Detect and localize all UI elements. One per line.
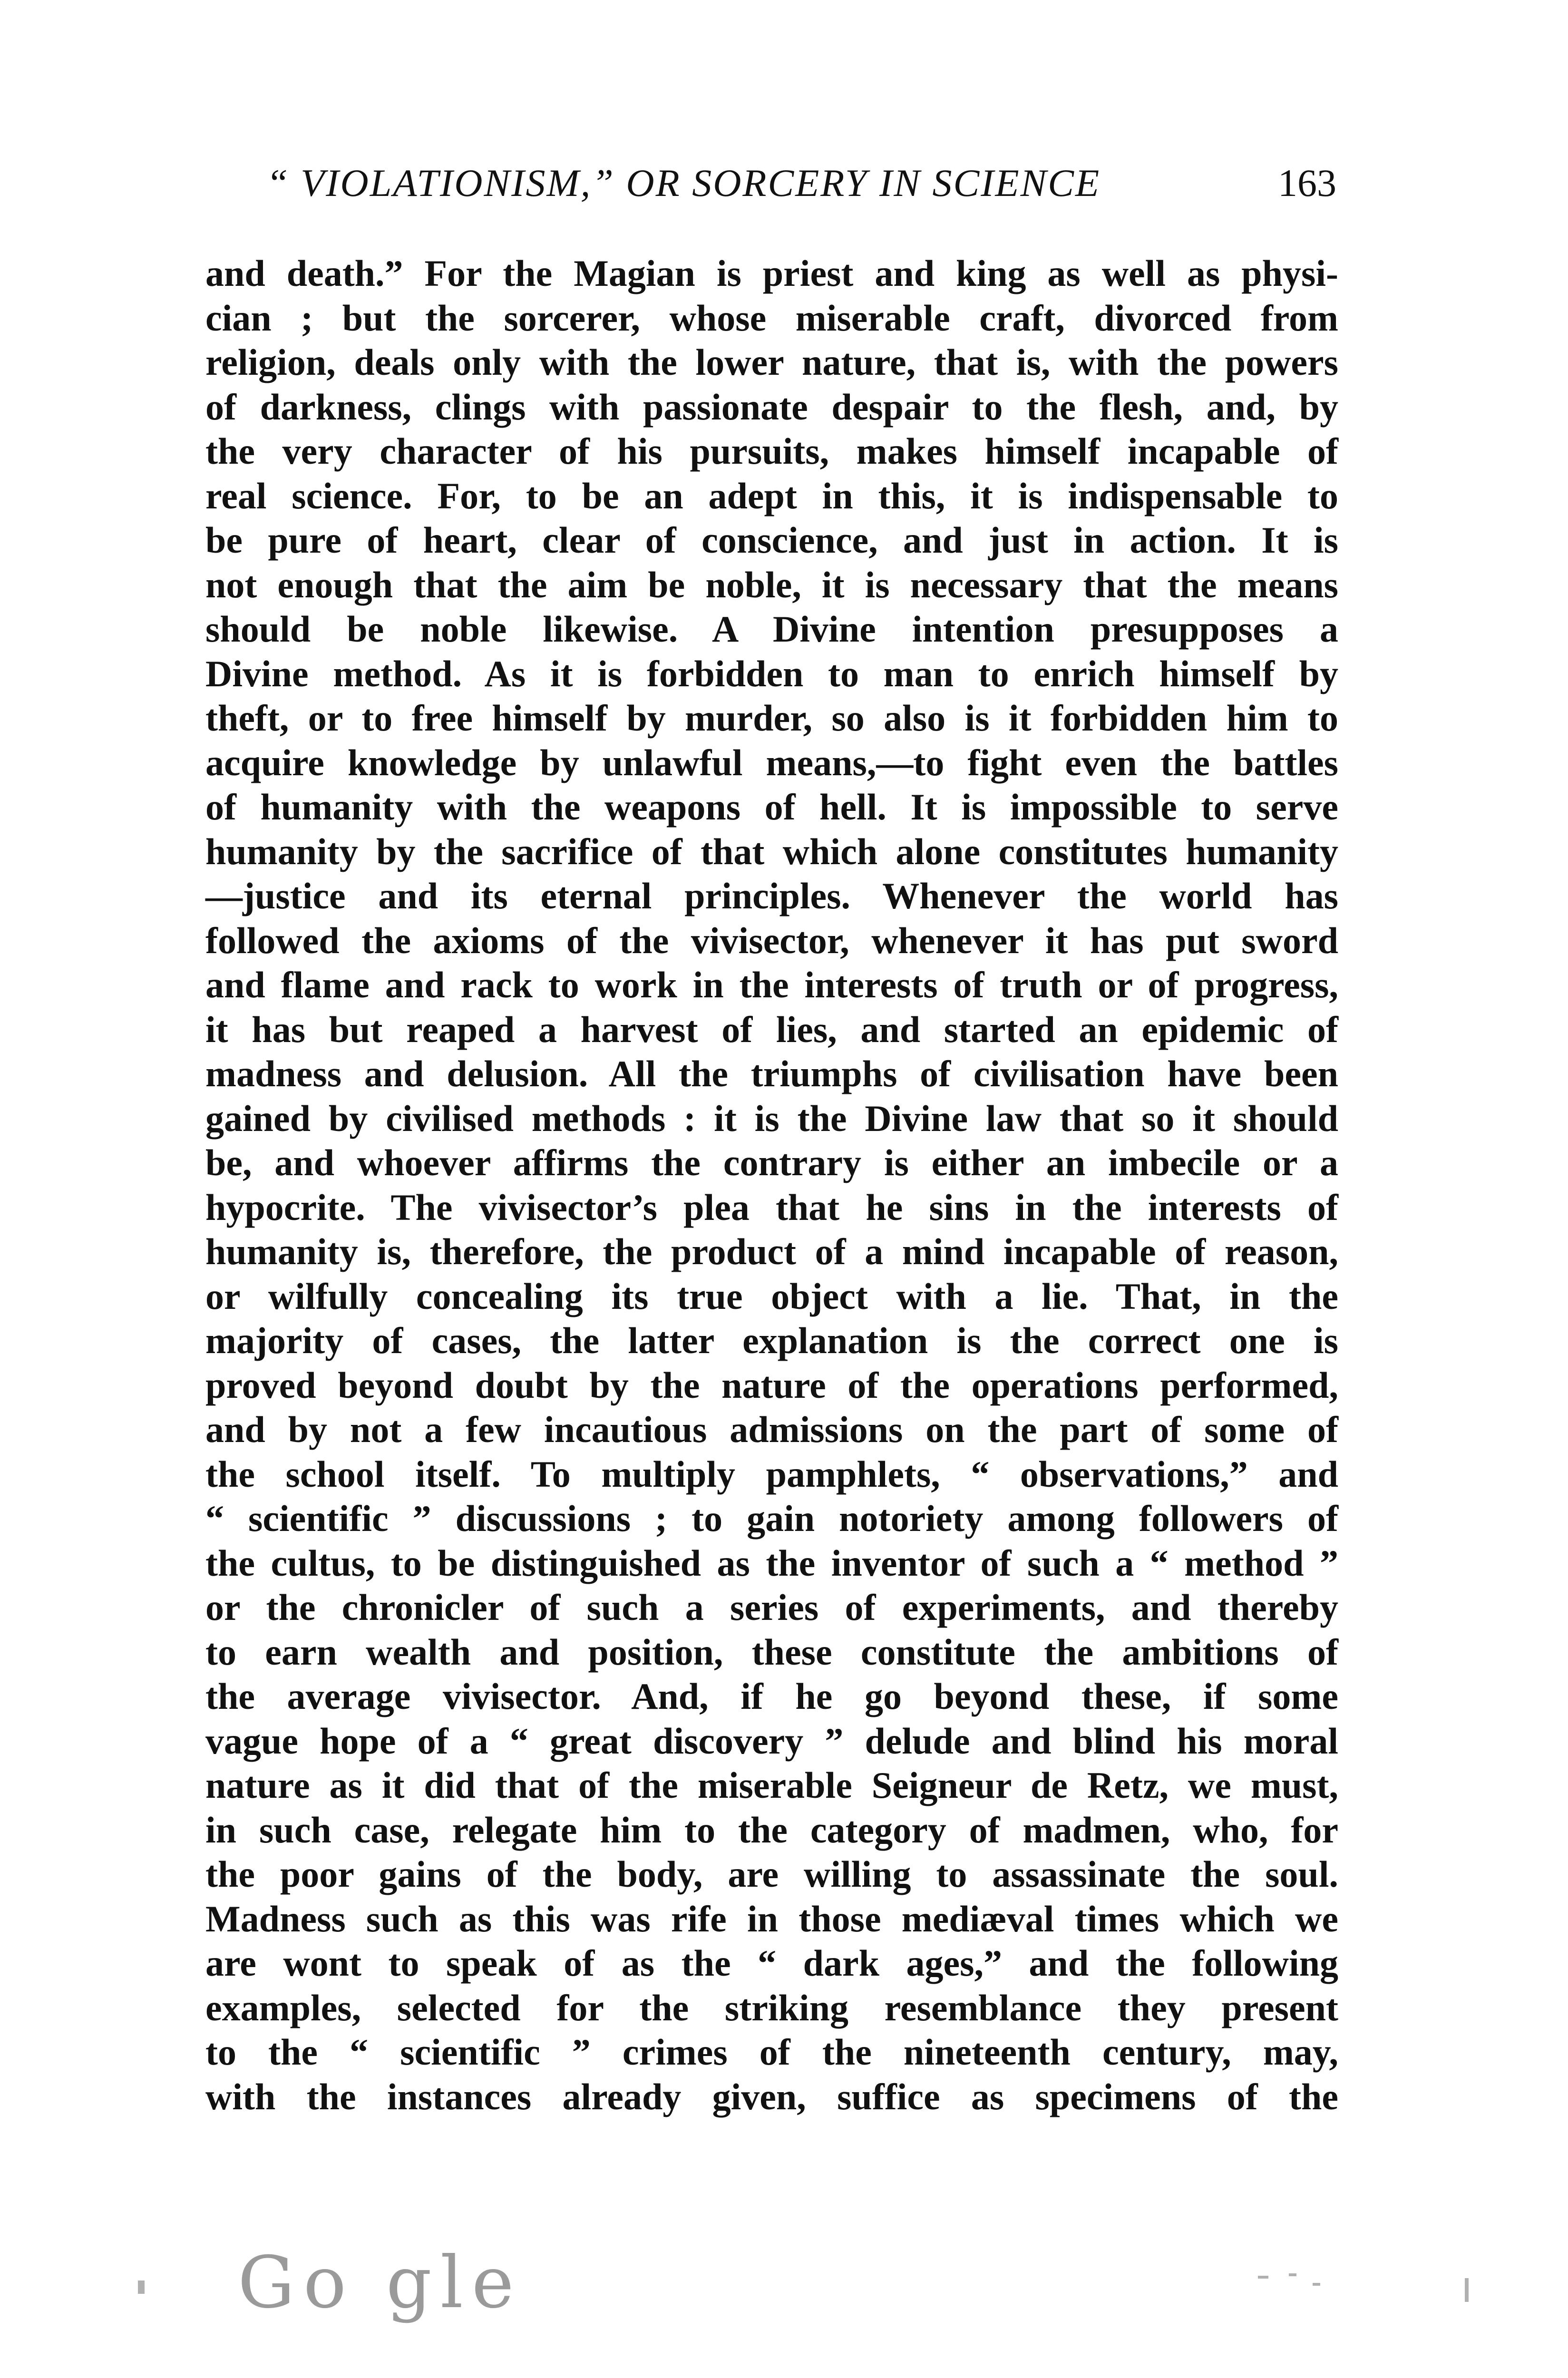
text-line: of darkness, clings with passionate despair to the flesh, and, by bbox=[205, 386, 1338, 428]
text-line: the very character of his pursuits, makes himself incapable of bbox=[205, 430, 1338, 472]
text-line: humanity is, therefore, the product of a mind incapable of reason, bbox=[205, 1231, 1338, 1272]
text-line: real science. For, to be an adept in this, it is indispensable to bbox=[205, 475, 1338, 517]
scan-artifact-mark bbox=[1258, 2276, 1268, 2279]
text-line: not enough that the aim be noble, it is necessary that the means bbox=[205, 564, 1338, 605]
text-line: with the instances already given, suffice as specimens of the bbox=[205, 2076, 1338, 2117]
text-line: followed the axioms of the vivisector, whenever it has put sword bbox=[205, 919, 1338, 961]
text-line: to the “ scientific ” crimes of the nineteenth century, may, bbox=[205, 2031, 1338, 2073]
text-line: the school itself. To multiply pamphlets, “ observations,” and bbox=[205, 1453, 1338, 1495]
text-line: the poor gains of the body, are willing to assassinate the soul. bbox=[205, 1853, 1338, 1895]
running-header bbox=[266, 157, 1336, 209]
body-text bbox=[205, 251, 1338, 2119]
scan-footer bbox=[0, 2235, 1568, 2330]
text-line: in such case, relegate him to the category of madmen, who, for bbox=[205, 1809, 1338, 1851]
text-line: Madness such as this was rife in those mediæval times which we bbox=[205, 1898, 1338, 1939]
text-line: proved beyond doubt by the nature of the operations performed, bbox=[205, 1364, 1338, 1406]
scan-artifact-mark bbox=[138, 2281, 145, 2294]
text-line: be, and whoever affirms the contrary is either an imbecile or a bbox=[205, 1142, 1338, 1183]
text-line: theft, or to free himself by murder, so also is it forbidden him to bbox=[205, 697, 1338, 739]
scan-artifact-mark bbox=[1465, 2278, 1469, 2302]
text-line: Divine method. As it is forbidden to man to enrich himself by bbox=[205, 653, 1338, 694]
text-line: —justice and its eternal principles. Whenever the world has bbox=[205, 875, 1338, 916]
text-line: or the chronicler of such a series of experiments, and thereby bbox=[205, 1587, 1338, 1628]
text-line: hypocrite. The vivisector’s plea that he sins in the interests of bbox=[205, 1186, 1338, 1228]
text-line: be pure of heart, clear of conscience, and just in action. It is bbox=[205, 519, 1338, 561]
text-line: to earn wealth and position, these constitute the ambitions of bbox=[205, 1631, 1338, 1673]
google-watermark: Go gle bbox=[238, 2242, 523, 2324]
text-line: examples, selected for the striking resemblance they present bbox=[205, 1987, 1338, 2028]
text-line: the cultus, to be distinguished as the inventor of such a “ method ” bbox=[205, 1542, 1338, 1584]
text-line: or wilfully concealing its true object with a lie. That, in the bbox=[205, 1275, 1338, 1317]
text-line: and by not a few incautious admissions on the part of some of bbox=[205, 1409, 1338, 1450]
scan-artifact-mark bbox=[1289, 2273, 1296, 2276]
text-line: it has but reaped a harvest of lies, and started an epidemic of bbox=[205, 1008, 1338, 1050]
text-line: and flame and rack to work in the interests of truth or of progress, bbox=[205, 964, 1338, 1005]
text-line: “ scientific ” discussions ; to gain notoriety among followers of bbox=[205, 1498, 1338, 1539]
text-line: gained by civilised methods : it is the Divine law that so it should bbox=[205, 1097, 1338, 1139]
scan-artifact-mark bbox=[1313, 2283, 1320, 2286]
text-line: madness and delusion. All the triumphs of civilisation have been bbox=[205, 1053, 1338, 1094]
text-line: cian ; but the sorcerer, whose miserable craft, divorced from bbox=[205, 297, 1338, 339]
text-line: are wont to speak of as the “ dark ages,” and the following bbox=[205, 1942, 1338, 1984]
text-line: the average vivisector. And, if he go beyond these, if some bbox=[205, 1676, 1338, 1717]
text-line: majority of cases, the latter explanation is the correct one is bbox=[205, 1320, 1338, 1361]
text-line: religion, deals only with the lower nature, that is, with the powers bbox=[205, 341, 1338, 383]
running-title: “ VIOLATIONISM,” OR SORCERY IN SCIENCE bbox=[266, 161, 1101, 205]
text-line: and death.” For the Magian is priest and king as well as physi- bbox=[205, 253, 1338, 294]
text-line: acquire knowledge by unlawful means,—to fight even the battles bbox=[205, 741, 1338, 783]
text-line: nature as it did that of the miserable Seigneur de Retz, we must, bbox=[205, 1764, 1338, 1806]
page-number: 163 bbox=[1278, 161, 1336, 205]
text-line: humanity by the sacrifice of that which alone constitutes humanity bbox=[205, 830, 1338, 872]
text-line: vague hope of a “ great discovery ” delude and blind his moral bbox=[205, 1720, 1338, 1762]
text-line: of humanity with the weapons of hell. It is impossible to serve bbox=[205, 786, 1338, 828]
text-line: should be noble likewise. A Divine intention presupposes a bbox=[205, 608, 1338, 650]
